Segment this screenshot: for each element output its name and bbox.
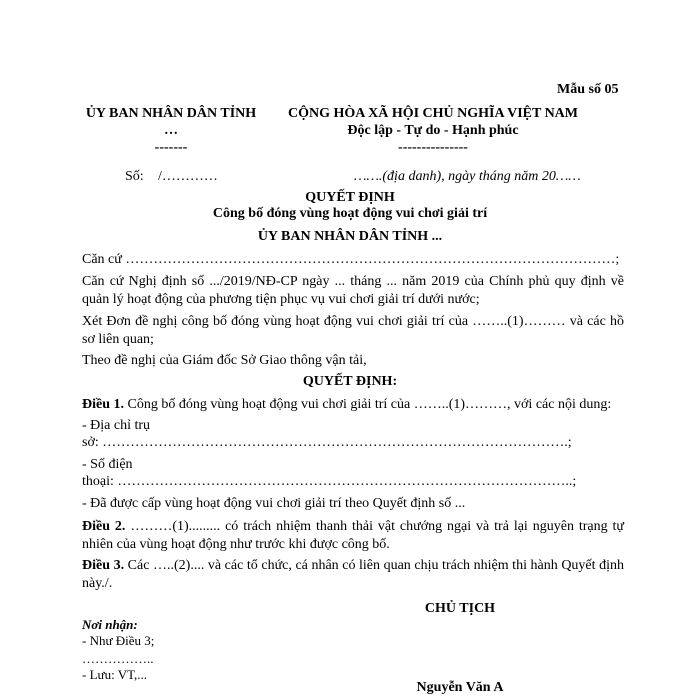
form-number: Mẫu số 05 [557, 82, 619, 97]
place-and-date: …….(địa danh), ngày tháng năm 20…… [354, 169, 581, 184]
article-3 [82, 557, 624, 593]
article-2 [82, 518, 624, 554]
document-title: QUYẾT ĐỊNH [305, 190, 395, 205]
article-3-text: Các …..(2).... và các tổ chức, cá nhân có liên quan chịu trách nhiệm thi hành Quyết định này./. [82, 558, 624, 591]
recipient-item: …………….. [82, 651, 154, 666]
granted-line: - Đã được cấp vùng hoạt động vui chơi giải trí theo Quyết định số ... [82, 496, 466, 511]
recipient-item: - Như Điều 3; [82, 633, 155, 648]
national-motto: Độc lập - Tự do - Hạnh phúc [347, 123, 519, 138]
decision-heading: QUYẾT ĐỊNH: [302, 374, 398, 389]
signer-name: Nguyễn Văn A [416, 680, 504, 695]
preamble-item: Theo đề nghị của Giám đốc Sở Giao thông vận tải, [82, 353, 367, 368]
article-1-text: Công bố đóng vùng hoạt động vui chơi giải trí của ……..(1)………, với các nội dung: [124, 397, 612, 412]
header-left-rule: ------- [154, 140, 188, 155]
article-2-text: ………(1)......... có trách nhiệm thanh thải vật chướng ngại và trả lại nguyên trạng tự nhiên của vùng hoạt động như trước khi được công bố. [82, 519, 625, 552]
issuing-authority-province: … [164, 123, 178, 138]
phone-line: - Số điện [82, 457, 133, 472]
header-right-rule: --------------- [398, 140, 468, 155]
address-line: - Địa chỉ trụ [82, 418, 151, 433]
preamble-item: Căn cứ ……………………………………………………………………………………………; [82, 252, 620, 267]
article-1-label: Điều 1. [82, 397, 124, 412]
preamble-item: Xét Đơn đề nghị công bố đóng vùng hoạt động vui chơi giải trí của ……..(1)……… và các hồ sơ liên quan; [82, 314, 624, 347]
address-line-cont: sở: ……………………………………………………………………………………….; [82, 435, 572, 450]
document-number-label: Số: [125, 169, 144, 184]
authority-heading: ỦY BAN NHÂN DÂN TỈNH ... [257, 229, 443, 244]
document-number-value: /………… [158, 169, 218, 184]
article-1 [82, 396, 624, 414]
issuing-authority: ỦY BAN NHÂN DÂN TỈNH [85, 106, 257, 121]
phone-line-cont: thoại: ……………………………………………………………………………………..; [82, 474, 577, 489]
article-3-label: Điều 3. [82, 558, 125, 573]
national-title: CỘNG HÒA XÃ HỘI CHỦ NGHĨA VIỆT NAM [287, 106, 578, 121]
preamble-item: Căn cứ Nghị định số .../2019/NĐ-CP ngày ... tháng ... năm 2019 của Chính phủ quy định về quản lý hoạt động của phương tiện phục vụ vui chơi giải trí dưới nước; [82, 274, 624, 307]
signature-title: CHỦ TỊCH [424, 601, 496, 616]
recipients-label: Nơi nhận: [82, 617, 138, 632]
recipient-item: - Lưu: VT,... [82, 667, 148, 682]
document-subtitle: Công bố đóng vùng hoạt động vui chơi giải trí [212, 206, 488, 221]
article-2-label: Điều 2. [82, 519, 126, 534]
